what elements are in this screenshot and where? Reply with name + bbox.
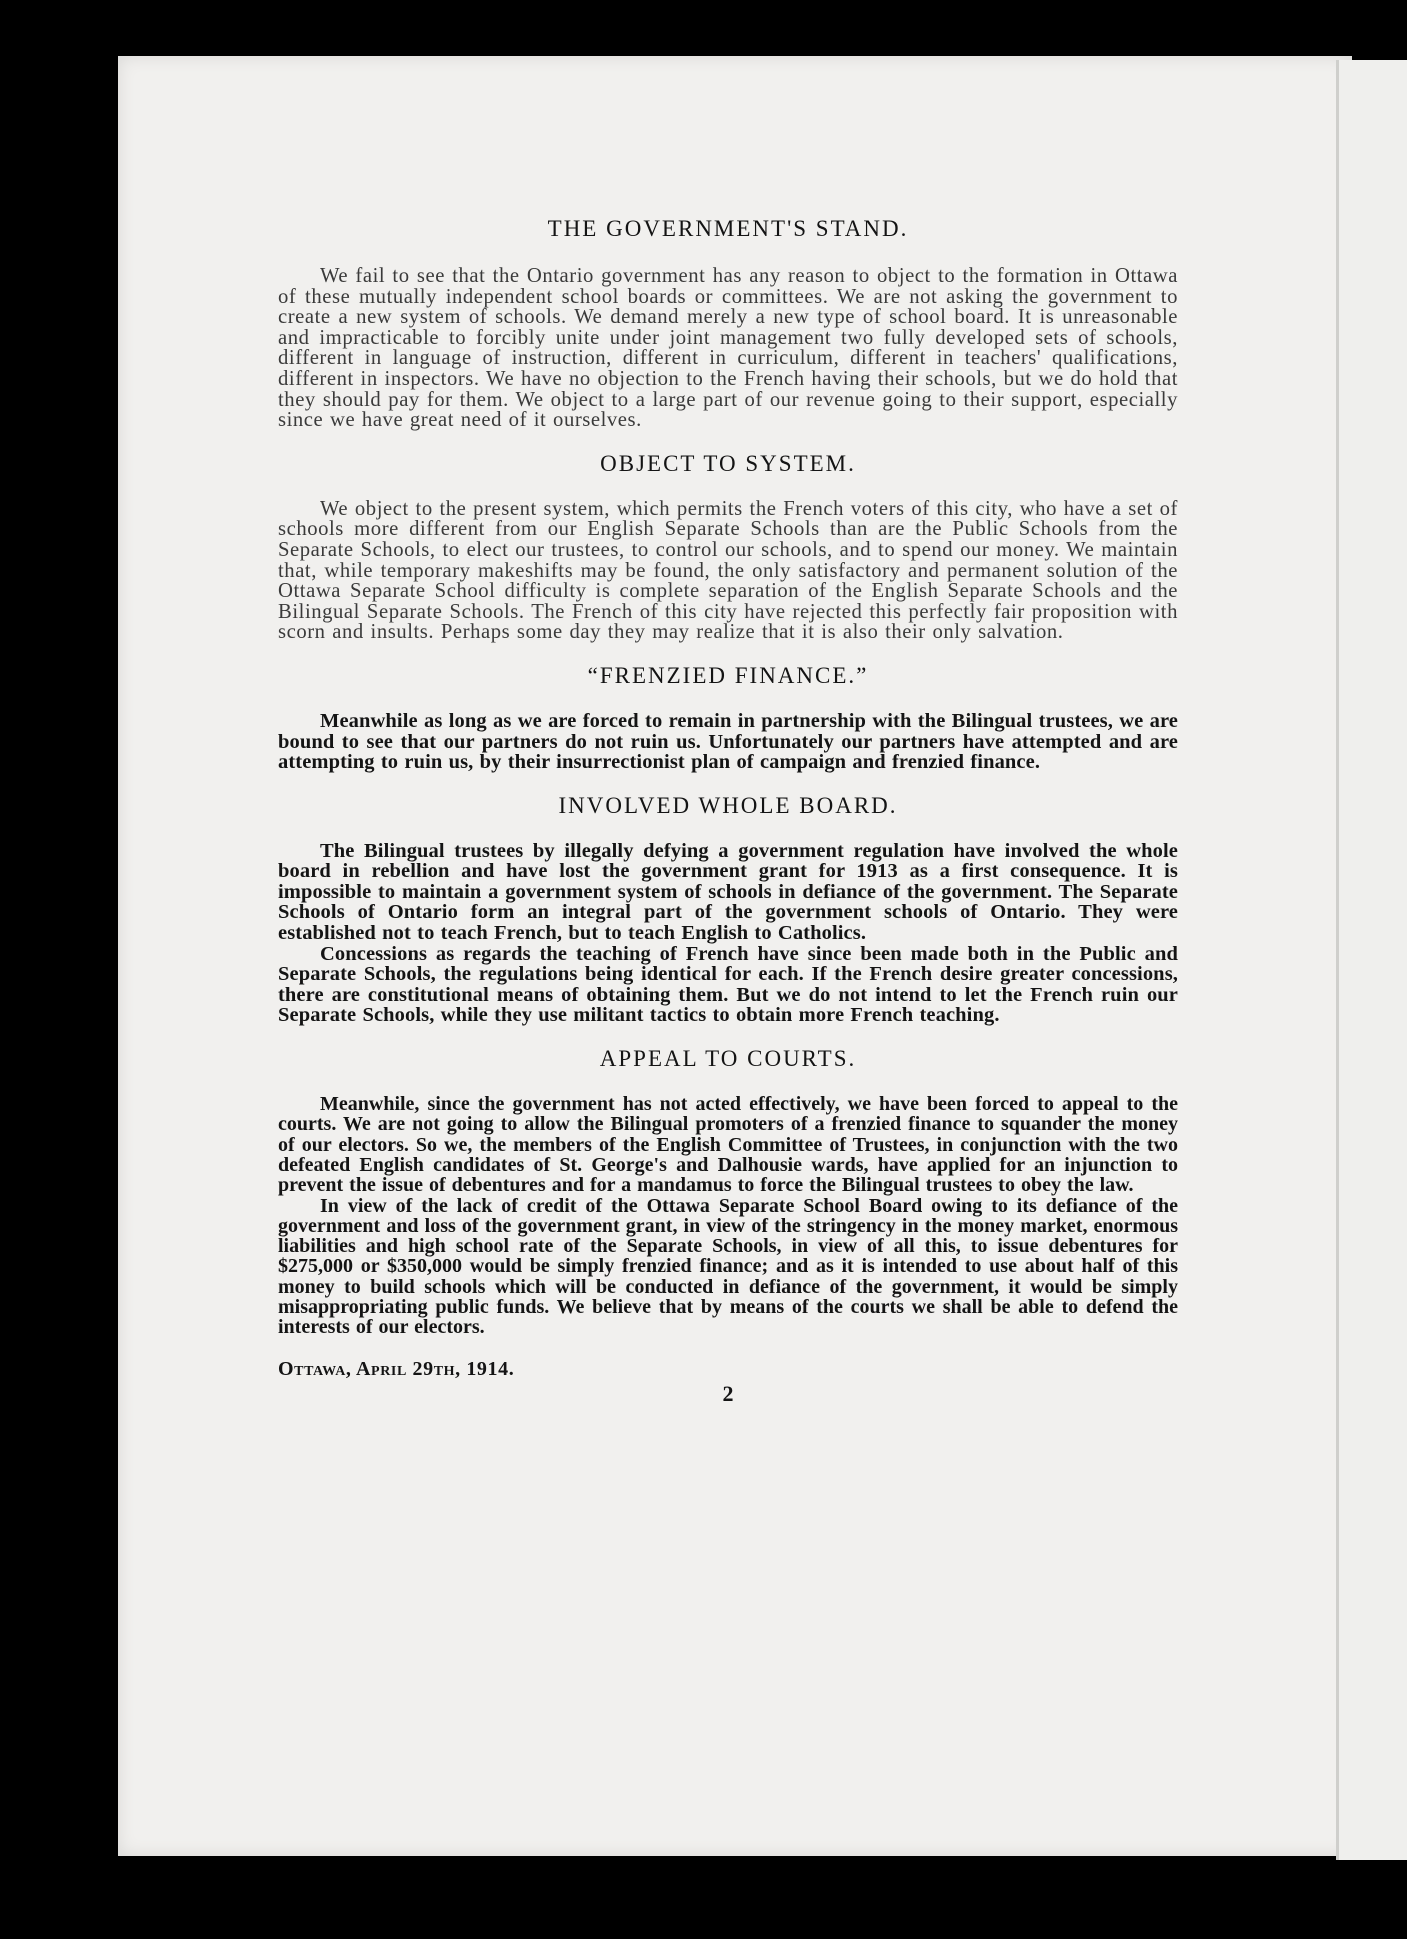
paragraph-appeal-to-courts-1: Meanwhile, since the government has not acted effectively, we have been forced to appeal to the courts. We are not going to allow the Bilingual promoters of a frenzied finance to squander the money of our electors. So we, the members of the English Committee of Trustees, in conjunction with the two defeated English candidates of St. George's and Dalhousie wards, have applied for an injunction to prevent the issue of debentures and for a mandamus to force the Bilingual trustees to obey the law. — [278, 1093, 1178, 1197]
paragraph-appeal-to-courts-2: In view of the lack of credit of the Ottawa Separate School Board owing to its defiance of the government and loss of the government grant, in view of the stringency in the money market, enormous liabilities and high school rate of the Separate Schools, in view of all this, to issue debentures for $275,000 or $350,000 would be simply frenzied finance; and as it is intended to use about half of this money to build schools which will be conducted in defiance of the government, it would be simply misappropriating public funds. We believe that by means of the courts we shall be able to defend the interests of our electors. — [278, 1194, 1178, 1339]
paragraph-governments-stand: We fail to see that the Ontario government has any reason to object to the formation in Ottawa of these mutually independent school boards or committees. We are not asking the government to create a new system of schools. We demand merely a new type of school board. It is unreasonable and impracticable to forcibly unite under joint management two fully developed sets of schools, different in language of instruction, different in curriculum, different in teachers' qualifications, different in inspectors. We have no objection to the French having their schools, but we do hold that they should pay for them. We object to a large part of our revenue going to their support, especially since we have great need of it ourselves. — [278, 265, 1178, 432]
paragraph-frenzied-finance: Meanwhile as long as we are forced to remain in partnership with the Bilingual trustees, we are bound to see that our partners do not ruin us. Unfortunately our partners have attempted and are attempting to ruin us, by their insurrectionist plan of campaign and frenzied finance. — [278, 709, 1178, 774]
document-body — [278, 212, 1178, 1407]
heading-object-to-system: OBJECT TO SYSTEM. — [600, 450, 856, 476]
dateline: Ottawa, April 29th, 1914. — [278, 1357, 515, 1380]
paragraph-involved-whole-board-1: The Bilingual trustees by illegally defying a government regulation have involved the whole board in rebellion and have lost the government grant for 1913 as a first consequence. It is impossible to maintain a government system of schools in defiance of the government. The Separate Schools of Ontario form an integral part of the government schools of Ontario. They were established not to teach French, but to teach English to Catholics. — [278, 839, 1178, 945]
adjacent-page-edge — [1336, 60, 1407, 1860]
paragraph-involved-whole-board-2: Concessions as regards the teaching of French have since been made both in the Public and Separate Schools, the regulations being identical for each. If the French desire greater concessions, there are constitutional means of obtaining them. But we do not intend to let the French ruin our Separate Schools, while they use militant tactics to obtain more French teaching. — [278, 942, 1178, 1027]
paragraph-object-to-system: We object to the present system, which permits the French voters of this city, who have a set of schools more different from our English Separate Schools than are the Public Schools from the Separate Schools, to elect our trustees, to control our schools, and to spend our money. We maintain that, while temporary makeshifts may be found, the only satisfactory and permanent solution of the Ottawa Separate School difficulty is complete separation of the English Separate Schools and the Bilingual Separate Schools. The French of this city have rejected this perfectly fair proposition with scorn and insults. Perhaps some day they may realize that it is also their only salvation. — [278, 497, 1178, 644]
heading-governments-stand: THE GOVERNMENT'S STAND. — [547, 216, 909, 241]
heading-frenzied-finance: “FRENZIED FINANCE.” — [587, 662, 869, 688]
page-number: 2 — [722, 1380, 734, 1406]
heading-involved-whole-board: INVOLVED WHOLE BOARD. — [558, 792, 898, 818]
heading-appeal-to-courts: APPEAL TO COURTS. — [599, 1046, 857, 1072]
